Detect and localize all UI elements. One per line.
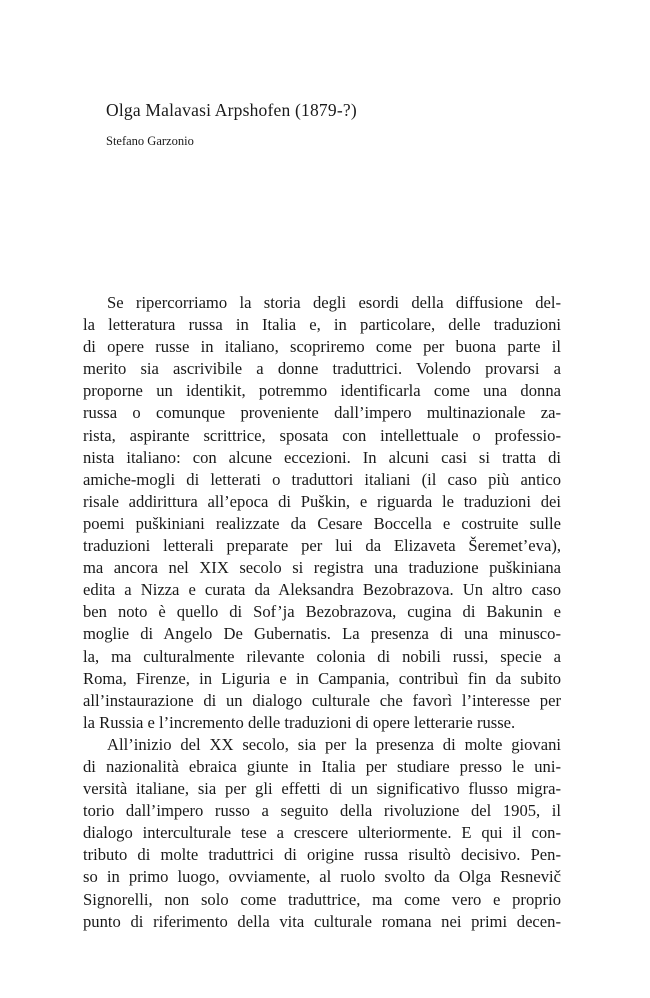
paragraph (83, 292, 561, 734)
text-line: ben noto è quello di Sof’ja Bezobrazova, cugina di Bakunin e (83, 602, 561, 622)
text-line: la letteratura russa in Italia e, in particolare, delle traduzioni (83, 315, 561, 335)
text-line: proporne un identikit, potremmo identificarla come una donna (83, 381, 561, 401)
text-line: versità italiane, sia per gli effetti di un significativo flusso migra- (83, 779, 561, 799)
text-line: so in primo luogo, ovviamente, al ruolo svolto da Olga Resnevič (83, 867, 561, 887)
text-line: tributo di molte traduttrici di origine russa risultò decisivo. Pen- (83, 845, 561, 865)
text-line: traduzioni letterali preparate per lui da Elizaveta Šeremet’eva), (83, 536, 561, 556)
text-line: merito sia ascrivibile a donne traduttrici. Volendo provarsi a (83, 359, 561, 379)
text-line: russa o comunque proveniente dall’impero multinazionale za- (83, 403, 561, 423)
text-line: nista italiano: con alcune eccezioni. In alcuni casi si tratta di (83, 447, 561, 467)
text-line: Roma, Firenze, in Liguria e in Campania, contribuì fin da subito (83, 668, 561, 688)
text-line: di opere russe in italiano, scopriremo come per buona parte il (83, 337, 561, 357)
text-line: risale addirittura all’epoca di Puškin, e riguarda le traduzioni dei (83, 491, 561, 511)
text-line: punto di riferimento della vita culturale romana nei primi decen- (83, 911, 561, 931)
author-name: Stefano Garzonio (106, 134, 194, 148)
text-line: la Russia e l’incremento delle traduzioni di opere letterarie russe. (83, 712, 516, 732)
paragraph (83, 734, 561, 933)
text-line: rista, aspirante scrittrice, sposata con intellettuale o professio- (83, 425, 561, 445)
text-line: torio dall’impero russo a seguito della rivoluzione del 1905, il (83, 801, 561, 821)
text-line: Se ripercorriamo la storia degli esordi della diffusione del- (107, 293, 561, 312)
text-line: la, ma culturalmente rilevante colonia di nobili russi, specie a (83, 646, 561, 666)
text-line: ma ancora nel XIX secolo si registra una traduzione puškiniana (83, 558, 561, 578)
text-line: dialogo interculturale tese a crescere ulteriormente. E qui il con- (83, 823, 561, 843)
text-line: edita a Nizza e curata da Aleksandra Bezobrazova. Un altro caso (83, 580, 561, 600)
text-line: di nazionalità ebraica giunte in Italia per studiare presso le uni- (83, 756, 561, 776)
text-line: All’inizio del XX secolo, sia per la presenza di molte giovani (107, 734, 561, 754)
chapter-title: Olga Malavasi Arpshofen (1879-?) (106, 100, 357, 120)
text-line: Signorelli, non solo come traduttrice, ma come vero e proprio (83, 889, 561, 909)
text-line: all’instaurazione di un dialogo culturale che favorì l’interesse per (83, 690, 561, 710)
text-line: moglie di Angelo De Gubernatis. La presenza di una minusco- (83, 624, 561, 644)
text-line: poemi puškiniani realizzate da Cesare Boccella e costruite sulle (83, 513, 561, 533)
text-line: amiche-mogli di letterati o traduttori italiani (il caso più antico (83, 469, 561, 489)
body-text (83, 292, 561, 933)
